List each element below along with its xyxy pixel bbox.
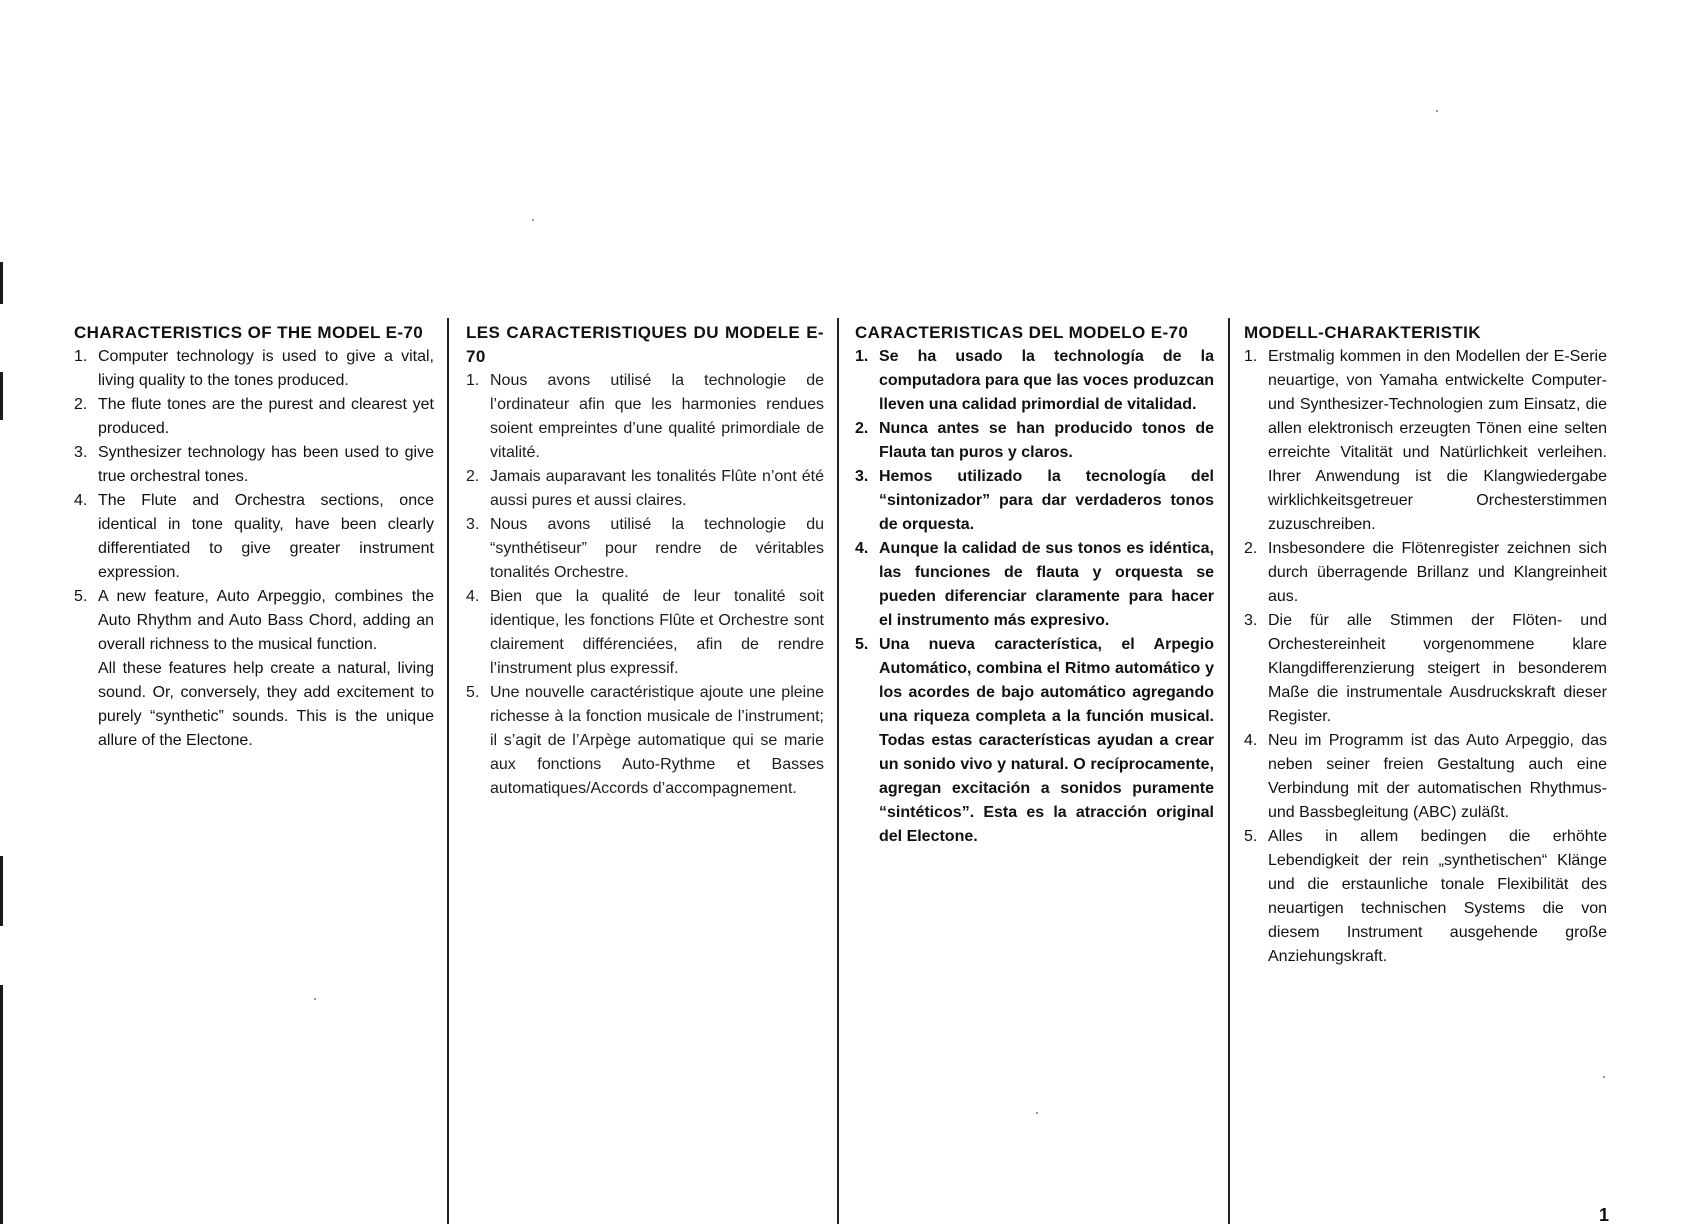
scan-speck (532, 219, 534, 221)
list-item (466, 681, 824, 801)
list-item (74, 489, 434, 585)
item-number: 2. (855, 420, 869, 437)
english-heading: CHARACTERISTICS OF THE MODEL E-70 (74, 323, 424, 342)
item-number: 2. (74, 396, 88, 413)
item-text: Insbesondere die Flötenregister zeichnen sich durch überragende Brillanz und Klangreinheit aus. (1268, 540, 1607, 605)
list-item (855, 465, 1214, 537)
list-item (1244, 609, 1607, 729)
column-divider (1228, 318, 1230, 1224)
item-number: 2. (1244, 540, 1258, 557)
list-item (1244, 825, 1607, 969)
german-column (1244, 321, 1607, 969)
scan-speck (314, 998, 316, 1000)
item-number: 2. (466, 468, 480, 485)
item-text: Nous avons utilisé la technologie du “synthétiseur” pour rendre de véritables tonalités Orchestre. (490, 516, 824, 581)
item-text: A new feature, Auto Arpeggio, combines the Auto Rhythm and Auto Bass Chord, adding an overall richness to the musical function. (98, 588, 434, 653)
item-text: Neu im Programm ist das Auto Arpeggio, das neben seiner freien Gestaltung auch eine Verbindung mit der automatischen Rhythmus- und Bassbegleitung (ABC) zuläßt. (1268, 732, 1607, 821)
scan-speck (1436, 110, 1438, 112)
item-text: Jamais auparavant les tonalités Flûte n’ont été aussi pures et aussi claires. (490, 468, 824, 509)
list-item (74, 393, 434, 441)
item-number: 3. (1244, 612, 1258, 629)
english-column (74, 321, 434, 753)
item-number: 1. (74, 348, 88, 365)
list-item (1244, 345, 1607, 537)
list-item (855, 345, 1214, 417)
item-text: Hemos utilizado la tecnología del “sintonizador” para dar verdaderos tonos de orquesta. (879, 468, 1214, 533)
item-text: Se ha usado la technología de la computadora para que las voces produzcan lleven una calidad primordial de vitalidad. (879, 348, 1214, 413)
scan-edge-mark (0, 856, 3, 926)
list-item (466, 513, 824, 585)
french-list (466, 369, 824, 801)
item-number: 3. (466, 516, 480, 533)
german-list (1244, 345, 1607, 969)
page-number: 1 (1599, 1205, 1610, 1225)
list-item (74, 585, 434, 657)
scan-edge-mark (0, 262, 3, 304)
english-list (74, 345, 434, 657)
list-item (466, 369, 824, 465)
item-text: Alles in allem bedingen die erhöhte Lebendigkeit der rein „synthetischen“ Klänge und die erstaunliche tonale Flexibilität des neuartigen technischen Systems die von diesem Instrument ausgehende große Anziehungskraft. (1268, 828, 1607, 965)
item-number: 1. (466, 372, 480, 389)
item-text: Una nueva característica, el Arpegio Automático, combina el Ritmo automático y los acordes de bajo automático agregando una riqueza completa a la función musical. Todas estas características ayudan a crear un sonido vivo y natural. O recíprocamente, agregan excitación a sonidos puramente “sintéticos”. Esta es la atracción original del Electone. (879, 636, 1214, 845)
french-heading: LES CARACTERISTIQUES DU MODELE E-70 (466, 323, 824, 366)
item-number: 1. (1244, 348, 1258, 365)
item-text: The Flute and Orchestra sections, once identical in tone quality, have been clearly differentiated to give greater instrument expression. (98, 492, 434, 581)
spanish-heading: CARACTERISTICAS DEL MODELO E-70 (855, 323, 1189, 342)
list-item (74, 441, 434, 489)
column-divider (447, 318, 449, 1224)
item-text: Une nouvelle caractéristique ajoute une pleine richesse à la fonction musicale de l’instrument; il s’agit de l’Arpège automatique qui se marie aux fonctions Auto-Rythme et Basses automatiques/Accords d’accompagnement. (490, 684, 824, 797)
item-text: Synthesizer technology has been used to give true orchestral tones. (98, 444, 434, 485)
item-number: 5. (74, 588, 88, 605)
item-number: 5. (855, 636, 869, 653)
list-item (466, 585, 824, 681)
item-text: Nunca antes se han producido tonos de Flauta tan puros y claros. (879, 420, 1214, 461)
spanish-column (855, 321, 1214, 849)
list-item (466, 465, 824, 513)
french-column (466, 321, 824, 801)
item-text: Computer technology is used to give a vital, living quality to the tones produced. (98, 348, 434, 389)
item-text: Bien que la qualité de leur tonalité soit identique, les fonctions Flûte et Orchestre sont clairement différenciées, afin de rendre l’instrument plus expressif. (490, 588, 824, 677)
scan-edge-mark (0, 985, 3, 1224)
item-number: 4. (1244, 732, 1258, 749)
list-item (855, 537, 1214, 633)
item-number: 1. (855, 348, 869, 365)
column-divider (837, 318, 839, 1224)
item-text: Erstmalig kommen in den Modellen der E-Serie neuartige, von Yamaha entwickelte Computer- und Synthesizer-Technologien zum Einsatz, die allen elektronisch erzeugten Tönen eine selten erreichte Vitalität und Natürlichkeit verleihen. Ihrer Anwendung ist die Klangwiedergabe wirklichkeitsgetreuer Orchesterstimmen zuzuschreiben. (1268, 348, 1607, 533)
item-number: 3. (855, 468, 869, 485)
spanish-list (855, 345, 1214, 849)
item-text: Die für alle Stimmen der Flöten- und Orchestereinheit vorgenommene klare Klangdifferenzierung steigert in besonderem Maße die instrumentale Ausdruckskraft dieser Register. (1268, 612, 1607, 725)
scan-speck (1603, 1076, 1605, 1078)
list-item (74, 345, 434, 393)
item-text: Nous avons utilisé la technologie de l’ordinateur afin que les harmonies rendues soient empreintes d’une qualité primordiale de vitalité. (490, 372, 824, 461)
list-item (1244, 729, 1607, 825)
english-closing-note: All these features help create a natural, living sound. Or, conversely, they add excitement to purely “synthetic” sounds. This is the unique allure of the Electone. (98, 660, 434, 749)
list-item (1244, 537, 1607, 609)
item-number: 5. (1244, 828, 1258, 845)
german-heading: MODELL-CHARAKTERISTIK (1244, 323, 1481, 342)
list-item (855, 633, 1214, 849)
item-number: 5. (466, 684, 480, 701)
item-number: 4. (466, 588, 480, 605)
item-number: 3. (74, 444, 88, 461)
item-number: 4. (74, 492, 88, 509)
scan-edge-mark (0, 372, 3, 420)
item-number: 4. (855, 540, 869, 557)
list-item (855, 417, 1214, 465)
item-text: Aunque la calidad de sus tonos es idéntica, las funciones de flauta y orquesta se pueden diferenciar claramente para hacer el instrumento más expresivo. (879, 540, 1214, 629)
item-text: The flute tones are the purest and clearest yet produced. (98, 396, 434, 437)
scan-speck (1036, 1112, 1038, 1114)
